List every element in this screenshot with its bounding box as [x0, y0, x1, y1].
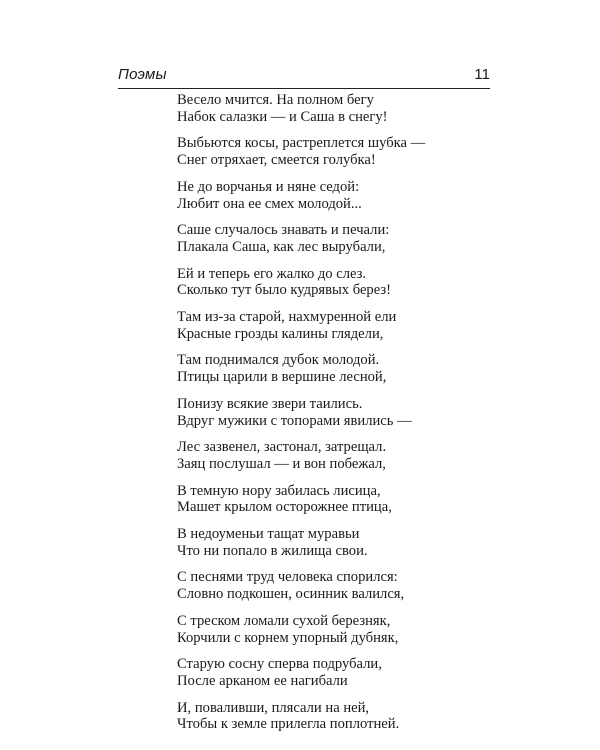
stanza — [177, 700, 497, 733]
stanza — [177, 92, 497, 125]
poem-line: Старую сосну сперва подрубали, — [177, 656, 382, 673]
stanza — [177, 266, 497, 299]
header-divider — [118, 88, 490, 89]
stanza — [177, 526, 497, 559]
poem-line: Понизу всякие звери таились. — [177, 395, 363, 412]
poem-line: Снег отряхает, смеется голубка! — [177, 152, 376, 169]
poem-line: В темную нору забилась лисица, — [177, 482, 381, 499]
poem-line: После арканом ее нагибали — [177, 672, 348, 689]
running-head — [118, 66, 490, 88]
stanza — [177, 613, 497, 646]
poem-line: Лес зазвенел, застонал, затрещал. — [177, 439, 387, 456]
page-number: 11 — [474, 66, 490, 83]
poem-line: Словно подкошен, осинник валился, — [177, 586, 405, 603]
stanza — [177, 179, 497, 212]
poem-line: Чтобы к земле прилегла поплотней. — [177, 716, 400, 733]
poem-line: Заяц послушал — и вон побежал, — [177, 455, 386, 472]
poem-line: Там поднимался дубок молодой. — [177, 352, 380, 369]
stanza — [177, 439, 497, 472]
poem-line: Что ни попало в жилища свои. — [177, 542, 368, 559]
stanza — [177, 352, 497, 385]
poem-line: Плакала Саша, как лес вырубали, — [177, 238, 386, 255]
stanza — [177, 135, 497, 168]
poem-text — [177, 92, 497, 743]
poem-line: Не до ворчанья и няне седой: — [177, 178, 360, 195]
stanza — [177, 396, 497, 429]
poem-line: Любит она ее смех молодой... — [177, 195, 362, 212]
poem-line: Вдруг мужики с топорами явились — — [177, 412, 412, 429]
poem-line: Набок салазки — и Саша в снегу! — [177, 108, 388, 125]
poem-line: Машет крылом осторожнее птица, — [177, 499, 392, 516]
poem-line: Сколько тут было кудрявых берез! — [177, 282, 392, 299]
poem-line: Корчили с корнем упорный дубняк, — [177, 629, 399, 646]
poem-line: Саше случалось знавать и печали: — [177, 222, 390, 239]
poem-line: Птицы царили в вершине лесной, — [177, 369, 387, 386]
poem-line: Красные грозды калины глядели, — [177, 325, 384, 342]
poem-line: С песнями труд человека спорился: — [177, 569, 398, 586]
stanza — [177, 483, 497, 516]
stanza — [177, 309, 497, 342]
stanza — [177, 656, 497, 689]
poem-line: И, поваливши, плясали на ней, — [177, 699, 370, 716]
poem-line: Там из-за старой, нахмуренной ели — [177, 309, 397, 326]
section-title: Поэмы — [118, 66, 167, 83]
poem-line: Весело мчится. На полном бегу — [177, 92, 374, 108]
poem-line: В недоуменьи тащат муравьи — [177, 526, 360, 543]
stanza — [177, 222, 497, 255]
stanza — [177, 569, 497, 602]
poem-line: Выбьются косы, растреплется шубка — — [177, 135, 426, 152]
poem-line: Ей и теперь его жалко до слез. — [177, 265, 367, 282]
poem-line: С треском ломали сухой березняк, — [177, 612, 391, 629]
